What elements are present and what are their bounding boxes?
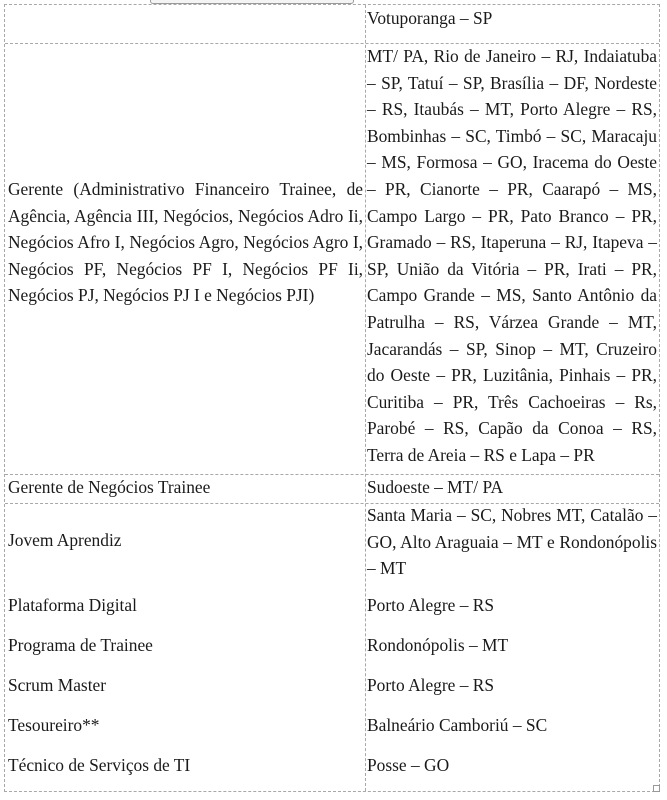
role-cell: Plataforma Digital <box>8 595 137 615</box>
role-cell: Técnico de Serviços de TI <box>8 755 191 775</box>
role-cell: Tesoureiro** <box>8 715 100 735</box>
jobs-table <box>4 4 660 792</box>
locations-cell: MT/ PA, Rio de Janeiro – RJ, Indaiatuba – SP, Tatuí – SP, Brasília – DF, Nordeste – RS, Itaubás – MT, Porto Alegre – RS, Bombinhas – SC, Timbó – SC, Maracaju – MS, Formosa – GO, Iracema do Oeste – PR, Cianorte – PR, Caarapó – MS, Campo Largo – PR, Pato Branco – PR, Gramado – RS, Itaperuna – RJ, Itapeva – SP, União da Vitória – PR, Irati – PR, Campo Grande – MS, Santo Antônio da Patrulha – RS, Várzea Grande – MT, Jacarandás – SP, Sinop – MT, Cruzeiro do Oeste – PR, Luzitânia, Pinhais – PR, Curitiba – PR, Três Cachoeiras – Rs, Parobé – RS, Capão da Conoa – RS, Terra de Areia – RS e Lapa – PR <box>367 46 657 465</box>
column-divider <box>365 5 366 791</box>
role-cell: Gerente de Negócios Trainee <box>8 477 211 497</box>
role-cell: Scrum Master <box>8 675 107 695</box>
role-cell: Jovem Aprendiz <box>8 530 122 550</box>
locations-cell: Votuporanga – SP <box>367 8 493 28</box>
resize-handle[interactable] <box>653 785 660 792</box>
locations-cell: Balneário Camboriú – SC <box>367 715 548 735</box>
locations-cell: Porto Alegre – RS <box>367 675 495 695</box>
role-cell: Gerente (Administrativo Financeiro Trainee, de Agência, Agência III, Negócios, Negócios Adro Ii, Negócios Afro I, Negócios Agro, Negócios Agro I, Negócios PF, Negócios PF I, Negócios PF Ii, Negócios PJ, Negócios PJ I e Negócios PJI) <box>8 179 363 306</box>
role-cell: Programa de Trainee <box>8 635 153 655</box>
locations-cell: Santa Maria – SC, Nobres MT, Catalão – GO, Alto Araguaia – MT e Rondonópolis – MT <box>367 505 657 579</box>
locations-cell: Posse – GO <box>367 755 450 775</box>
locations-cell: Rondonópolis – MT <box>367 635 509 655</box>
locations-cell: Sudoeste – MT/ PA <box>367 477 504 497</box>
locations-cell: Porto Alegre – RS <box>367 595 495 615</box>
